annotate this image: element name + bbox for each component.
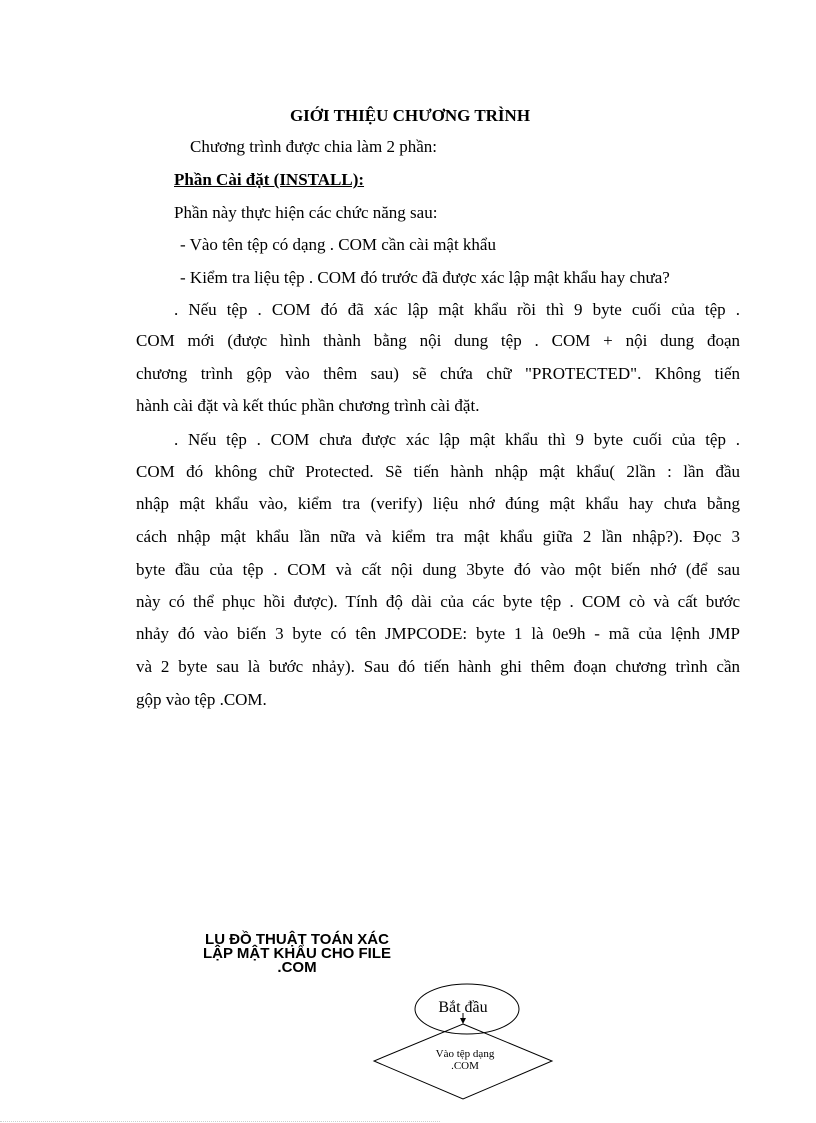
- intro-line: Chương trình được chia làm 2 phần:: [190, 137, 437, 156]
- flowchart-title-line: LU ĐỒ THUẬT TOÁN XÁC: [205, 931, 389, 948]
- bullet-item: - Vào tên tệp có dạng . COM cần cài mật khẩu: [180, 235, 496, 254]
- arrowhead-icon: [460, 1018, 466, 1024]
- paragraph-line: byte đầu của tệp . COM và cất nội dung 3byte đó vào một biến nhớ (để sau: [136, 560, 740, 579]
- page-bottom-divider: [0, 1121, 440, 1122]
- paragraph-line: nhập mật khẩu vào, kiểm tra (verify) liệu nhớ đúng mật khẩu hay chưa bằng: [136, 494, 740, 513]
- paragraph-line: . Nếu tệp . COM chưa được xác lập mật khẩu thì 9 byte cuối của tệp .: [174, 430, 740, 449]
- input-label: Vào tệp dạng: [435, 1048, 495, 1060]
- paragraph-line: COM mới (được hình thành bằng nội dung tệp . COM + nội dung đoạn: [136, 331, 740, 350]
- paragraph-line: cách nhập mật khẩu lần nữa và kiểm tra mật khẩu giữa 2 lần nhập?). Đọc 3: [136, 527, 740, 546]
- paragraph-line: chương trình gộp vào thêm sau) sẽ chứa chữ "PROTECTED". Không tiến: [136, 364, 740, 383]
- section-intro: Phần này thực hiện các chức năng sau:: [174, 203, 438, 222]
- flowchart-title-line: LẬP MẬT KHẨU CHO FILE: [202, 945, 392, 962]
- flowchart-title-line: .COM: [277, 959, 317, 976]
- start-label: Bắt đầu: [438, 999, 488, 1016]
- paragraph-line: này có thể phục hồi được). Tính độ dài của các byte tệp . COM cò và cất bước: [136, 592, 740, 611]
- paragraph-line: gộp vào tệp .COM.: [136, 690, 267, 709]
- input-label: .COM: [451, 1060, 479, 1072]
- paragraph-line: và 2 byte sau là bước nhảy). Sau đó tiến hành ghi thêm đoạn chương trình cần: [136, 657, 740, 676]
- paragraph-line: hành cài đặt và kết thúc phần chương trình cài đặt.: [136, 396, 480, 415]
- section-heading: Phần Cài đặt (INSTALL):: [174, 170, 365, 189]
- bullet-item: - Kiểm tra liệu tệp . COM đó trước đã được xác lập mật khẩu hay chưa?: [180, 268, 670, 287]
- paragraph-line: COM đó không chữ Protected. Sẽ tiến hành nhập mật khẩu( 2lần : lần đầu: [136, 462, 740, 481]
- page-title: GIỚI THIỆU CHƯƠNG TRÌNH: [289, 106, 531, 125]
- paragraph-line: nhảy đó vào biến 3 byte có tên JMPCODE: byte 1 là 0e9h - mã của lệnh JMP: [136, 624, 740, 643]
- paragraph-line: . Nếu tệp . COM đó đã xác lập mật khẩu rồi thì 9 byte cuối của tệp .: [174, 300, 740, 319]
